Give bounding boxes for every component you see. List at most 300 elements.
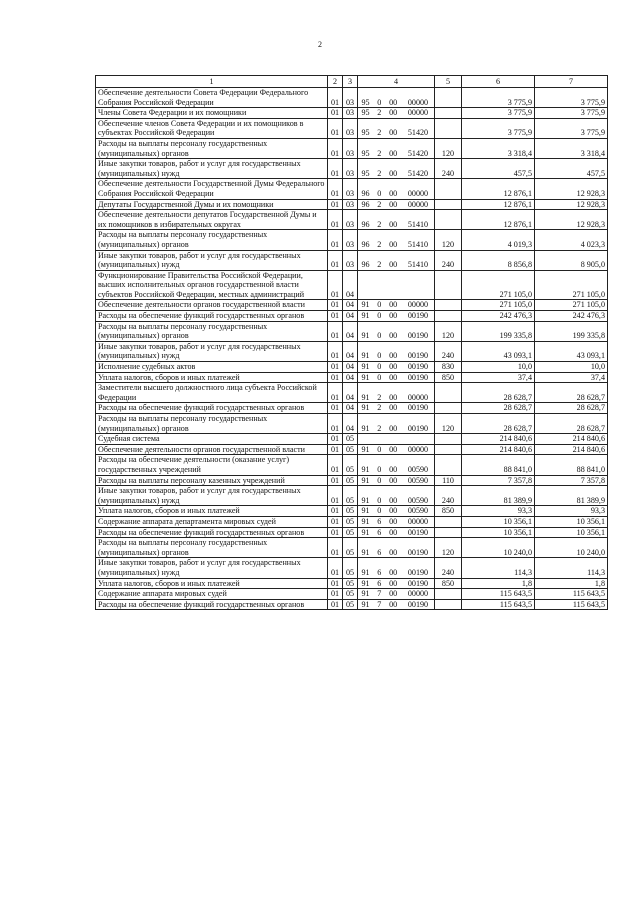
table-row (96, 88, 608, 108)
table-row (96, 362, 608, 373)
row-subsection-cell: 03 (343, 210, 358, 230)
target-article-part: 00000 (407, 108, 429, 118)
header-row (96, 76, 608, 88)
target-article-part: 00 (389, 188, 398, 198)
row-amount-year2-cell: 115 643,5 (535, 589, 608, 600)
target-article-part: 00000 (407, 188, 429, 198)
row-amount-year2-cell: 81 389,9 (535, 486, 608, 506)
target-article-part: 95 (361, 128, 370, 138)
row-name-cell: Расходы на выплаты персоналу государственных (муниципальных) органов (96, 538, 328, 558)
row-amount-year1-cell: 242 476,3 (462, 311, 535, 322)
target-article-part: 91 (361, 403, 370, 413)
row-expense-type-cell (435, 300, 462, 311)
row-expense-type-cell: 850 (435, 578, 462, 589)
target-article-part: 00000 (407, 199, 429, 209)
row-amount-year2-cell: 43 093,1 (535, 341, 608, 361)
row-subsection-cell: 03 (343, 138, 358, 158)
target-article-part: 0 (377, 331, 382, 341)
row-name-cell: Иные закупки товаров, работ и услуг для государственных (муниципальных) нужд (96, 558, 328, 578)
row-target-article-cell (358, 383, 435, 403)
row-amount-year2-cell: 10,0 (535, 362, 608, 373)
target-article-part: 6 (377, 516, 382, 526)
row-subsection-cell: 05 (343, 527, 358, 538)
target-article-part: 0 (377, 506, 382, 516)
target-article-part: 00190 (407, 547, 429, 557)
row-name-cell: Судебная система (96, 434, 328, 445)
row-amount-year2-cell: 12 928,3 (535, 210, 608, 230)
page-number: 2 (318, 40, 322, 49)
row-name-cell: Члены Совета Федерации и их помощники (96, 108, 328, 119)
row-amount-year1-cell: 28 628,7 (462, 414, 535, 434)
table-row (96, 486, 608, 506)
target-article-part: 00590 (407, 464, 429, 474)
row-section-cell: 01 (328, 516, 343, 527)
row-subsection-cell: 03 (343, 230, 358, 250)
row-subsection-cell: 03 (343, 159, 358, 179)
row-subsection-cell: 03 (343, 199, 358, 210)
row-target-article-cell (358, 403, 435, 414)
target-article-part: 0 (377, 475, 382, 485)
row-section-cell: 01 (328, 270, 343, 300)
target-article-part: 00 (389, 311, 398, 321)
row-amount-year1-cell: 10,0 (462, 362, 535, 373)
target-article-part: 2 (377, 168, 382, 178)
target-article-part: 91 (361, 578, 370, 588)
row-amount-year1-cell: 3 775,9 (462, 118, 535, 138)
row-target-article-cell (358, 270, 435, 300)
row-name-cell: Обеспечение деятельности органов государственной власти (96, 444, 328, 455)
row-section-cell: 01 (328, 341, 343, 361)
row-expense-type-cell (435, 210, 462, 230)
target-article-part: 00190 (407, 362, 429, 372)
table-row (96, 199, 608, 210)
row-name-cell: Расходы на обеспечение деятельности (оказание услуг) государственных учреждений (96, 455, 328, 475)
row-expense-type-cell: 120 (435, 414, 462, 434)
row-target-article-cell (358, 362, 435, 373)
table-row (96, 230, 608, 250)
row-name-cell: Расходы на обеспечение функций государственных органов (96, 403, 328, 414)
row-subsection-cell: 04 (343, 383, 358, 403)
target-article-part: 91 (361, 351, 370, 361)
row-subsection-cell: 04 (343, 403, 358, 414)
target-article-part: 7 (377, 589, 382, 599)
col-header-subsection: 3 (343, 76, 358, 88)
col-header-amount-year2: 7 (535, 76, 608, 88)
target-article-part: 0 (377, 351, 382, 361)
row-amount-year2-cell: 93,3 (535, 506, 608, 517)
table-row (96, 527, 608, 538)
row-subsection-cell: 03 (343, 179, 358, 199)
row-subsection-cell: 05 (343, 599, 358, 610)
target-article-part: 00 (389, 372, 398, 382)
target-article-part: 91 (361, 300, 370, 310)
row-amount-year1-cell: 1,8 (462, 578, 535, 589)
row-target-article-cell (358, 230, 435, 250)
row-subsection-cell: 03 (343, 88, 358, 108)
target-article-part: 00190 (407, 599, 429, 609)
row-name-cell: Уплата налогов, сборов и иных платежей (96, 506, 328, 517)
col-header-amount-year1: 6 (462, 76, 535, 88)
row-subsection-cell: 04 (343, 321, 358, 341)
table-row (96, 372, 608, 383)
row-name-cell: Содержание аппарата департамента мировых судей (96, 516, 328, 527)
row-amount-year1-cell: 3 775,9 (462, 88, 535, 108)
row-target-article-cell (358, 599, 435, 610)
row-amount-year1-cell: 88 841,0 (462, 455, 535, 475)
row-section-cell: 01 (328, 210, 343, 230)
target-article-part: 91 (361, 444, 370, 454)
table-row (96, 444, 608, 455)
row-target-article-cell (358, 311, 435, 322)
target-article-part: 00 (389, 331, 398, 341)
target-article-part: 91 (361, 527, 370, 537)
row-expense-type-cell (435, 589, 462, 600)
row-subsection-cell: 04 (343, 270, 358, 300)
row-subsection-cell: 05 (343, 475, 358, 486)
target-article-part: 6 (377, 527, 382, 537)
row-subsection-cell: 03 (343, 250, 358, 270)
row-expense-type-cell (435, 383, 462, 403)
row-expense-type-cell: 240 (435, 159, 462, 179)
row-subsection-cell: 05 (343, 486, 358, 506)
row-expense-type-cell (435, 527, 462, 538)
target-article-part: 00190 (407, 403, 429, 413)
row-expense-type-cell (435, 434, 462, 445)
target-article-part: 00 (389, 547, 398, 557)
target-article-part: 91 (361, 589, 370, 599)
row-target-article-cell (358, 589, 435, 600)
row-section-cell: 01 (328, 589, 343, 600)
target-article-part: 91 (361, 567, 370, 577)
target-article-part: 96 (361, 199, 370, 209)
row-amount-year1-cell: 271 105,0 (462, 270, 535, 300)
target-article-part: 0 (377, 495, 382, 505)
target-article-part: 91 (361, 423, 370, 433)
table-row (96, 516, 608, 527)
row-name-cell: Содержание аппарата мировых судей (96, 589, 328, 600)
row-section-cell: 01 (328, 414, 343, 434)
row-expense-type-cell: 850 (435, 372, 462, 383)
row-amount-year2-cell: 28 628,7 (535, 403, 608, 414)
target-article-part: 91 (361, 362, 370, 372)
row-amount-year1-cell: 43 093,1 (462, 341, 535, 361)
table-row (96, 321, 608, 341)
target-article-part: 51420 (407, 148, 429, 158)
row-amount-year2-cell: 10 356,1 (535, 527, 608, 538)
row-name-cell: Иные закупки товаров, работ и услуг для государственных (муниципальных) нужд (96, 159, 328, 179)
row-amount-year1-cell: 12 876,1 (462, 179, 535, 199)
row-amount-year2-cell: 214 840,6 (535, 444, 608, 455)
row-section-cell: 01 (328, 527, 343, 538)
row-subsection-cell: 03 (343, 108, 358, 119)
row-subsection-cell: 05 (343, 538, 358, 558)
table-row (96, 589, 608, 600)
target-article-part: 00000 (407, 589, 429, 599)
target-article-part: 00 (389, 599, 398, 609)
row-target-article-cell (358, 341, 435, 361)
row-target-article-cell (358, 199, 435, 210)
row-amount-year1-cell: 28 628,7 (462, 383, 535, 403)
target-article-part: 2 (377, 108, 382, 118)
target-article-part: 96 (361, 188, 370, 198)
row-amount-year1-cell: 8 856,8 (462, 250, 535, 270)
target-article-part: 2 (377, 260, 382, 270)
target-article-part: 6 (377, 578, 382, 588)
row-section-cell: 01 (328, 486, 343, 506)
row-amount-year2-cell: 1,8 (535, 578, 608, 589)
row-amount-year1-cell: 93,3 (462, 506, 535, 517)
row-amount-year1-cell: 115 643,5 (462, 589, 535, 600)
row-name-cell: Обеспечение членов Совета Федерации и их помощников в субъектах Российской Федерации (96, 118, 328, 138)
budget-table (95, 75, 608, 610)
table-row (96, 383, 608, 403)
target-article-part: 00 (389, 578, 398, 588)
table-body (96, 88, 608, 610)
target-article-part: 91 (361, 311, 370, 321)
row-amount-year1-cell: 199 335,8 (462, 321, 535, 341)
target-article-part: 00 (389, 403, 398, 413)
target-article-part: 00190 (407, 372, 429, 382)
row-amount-year2-cell: 3 775,9 (535, 118, 608, 138)
row-subsection-cell: 03 (343, 118, 358, 138)
row-target-article-cell (358, 486, 435, 506)
target-article-part: 91 (361, 372, 370, 382)
target-article-part: 00 (389, 128, 398, 138)
target-article-part: 0 (377, 464, 382, 474)
target-article-part: 00 (389, 300, 398, 310)
row-amount-year2-cell: 3 775,9 (535, 108, 608, 119)
target-article-part: 00000 (407, 392, 429, 402)
row-name-cell: Расходы на обеспечение функций государственных органов (96, 599, 328, 610)
row-target-article-cell (358, 455, 435, 475)
row-section-cell: 01 (328, 506, 343, 517)
row-amount-year2-cell: 271 105,0 (535, 270, 608, 300)
target-article-part: 00 (389, 444, 398, 454)
row-name-cell: Обеспечение деятельности депутатов Государственной Думы и их помощников в избирательных округах (96, 210, 328, 230)
target-article-part: 95 (361, 168, 370, 178)
row-amount-year2-cell: 3 318,4 (535, 138, 608, 158)
row-name-cell: Расходы на обеспечение функций государственных органов (96, 527, 328, 538)
target-article-part: 0 (377, 372, 382, 382)
target-article-part: 00 (389, 239, 398, 249)
row-subsection-cell: 04 (343, 372, 358, 383)
row-amount-year1-cell: 81 389,9 (462, 486, 535, 506)
row-expense-type-cell (435, 199, 462, 210)
target-article-part: 51410 (407, 219, 429, 229)
row-section-cell: 01 (328, 199, 343, 210)
table-row (96, 341, 608, 361)
target-article-part: 2 (377, 128, 382, 138)
target-article-part: 2 (377, 403, 382, 413)
row-amount-year2-cell: 37,4 (535, 372, 608, 383)
table-row (96, 558, 608, 578)
col-header-expense-type: 5 (435, 76, 462, 88)
row-amount-year2-cell: 3 775,9 (535, 88, 608, 108)
row-amount-year1-cell: 10 356,1 (462, 516, 535, 527)
target-article-part: 91 (361, 495, 370, 505)
target-article-part: 00190 (407, 331, 429, 341)
table-row (96, 159, 608, 179)
target-article-part: 95 (361, 148, 370, 158)
row-amount-year1-cell: 115 643,5 (462, 599, 535, 610)
row-expense-type-cell: 240 (435, 558, 462, 578)
row-subsection-cell: 04 (343, 341, 358, 361)
target-article-part: 2 (377, 219, 382, 229)
target-article-part: 2 (377, 148, 382, 158)
target-article-part: 00 (389, 475, 398, 485)
row-amount-year1-cell: 4 019,3 (462, 230, 535, 250)
row-section-cell: 01 (328, 88, 343, 108)
row-section-cell: 01 (328, 362, 343, 373)
row-amount-year1-cell: 7 357,8 (462, 475, 535, 486)
table-row (96, 538, 608, 558)
row-name-cell: Расходы на выплаты персоналу казенных учреждений (96, 475, 328, 486)
row-expense-type-cell: 120 (435, 138, 462, 158)
row-name-cell: Обеспечение деятельности Государственной Думы Федерального Собрания Российской Федерации (96, 179, 328, 199)
row-expense-type-cell: 120 (435, 230, 462, 250)
target-article-part: 91 (361, 506, 370, 516)
table-row (96, 506, 608, 517)
row-expense-type-cell: 110 (435, 475, 462, 486)
row-target-article-cell (358, 210, 435, 230)
row-name-cell: Расходы на обеспечение функций государственных органов (96, 311, 328, 322)
row-section-cell: 01 (328, 108, 343, 119)
row-expense-type-cell (435, 118, 462, 138)
table-row (96, 179, 608, 199)
row-section-cell: 01 (328, 372, 343, 383)
row-expense-type-cell (435, 270, 462, 300)
row-amount-year2-cell: 214 840,6 (535, 434, 608, 445)
row-section-cell: 01 (328, 558, 343, 578)
target-article-part: 0 (377, 300, 382, 310)
row-name-cell: Исполнение судебных актов (96, 362, 328, 373)
row-target-article-cell (358, 578, 435, 589)
target-article-part: 0 (377, 188, 382, 198)
row-expense-type-cell: 850 (435, 506, 462, 517)
row-expense-type-cell: 120 (435, 321, 462, 341)
target-article-part: 7 (377, 599, 382, 609)
target-article-part: 00 (389, 199, 398, 209)
row-section-cell: 01 (328, 138, 343, 158)
row-amount-year1-cell: 214 840,6 (462, 434, 535, 445)
target-article-part: 95 (361, 108, 370, 118)
row-target-article-cell (358, 118, 435, 138)
row-amount-year1-cell: 114,3 (462, 558, 535, 578)
row-target-article-cell (358, 527, 435, 538)
table-row (96, 599, 608, 610)
target-article-part: 91 (361, 475, 370, 485)
row-amount-year1-cell: 12 876,1 (462, 210, 535, 230)
row-section-cell: 01 (328, 403, 343, 414)
row-expense-type-cell: 240 (435, 341, 462, 361)
col-header-target-article: 4 (358, 76, 435, 88)
target-article-part: 00 (389, 527, 398, 537)
row-amount-year1-cell: 271 105,0 (462, 300, 535, 311)
row-amount-year2-cell: 28 628,7 (535, 383, 608, 403)
target-article-part: 51420 (407, 168, 429, 178)
row-expense-type-cell (435, 108, 462, 119)
target-article-part: 91 (361, 516, 370, 526)
row-expense-type-cell (435, 599, 462, 610)
table-row (96, 403, 608, 414)
row-section-cell: 01 (328, 321, 343, 341)
row-subsection-cell: 05 (343, 578, 358, 589)
target-article-part: 00 (389, 516, 398, 526)
target-article-part: 6 (377, 547, 382, 557)
target-article-part: 00190 (407, 578, 429, 588)
row-target-article-cell (358, 538, 435, 558)
target-article-part: 91 (361, 331, 370, 341)
target-article-part: 91 (361, 547, 370, 557)
row-target-article-cell (358, 444, 435, 455)
row-amount-year2-cell: 457,5 (535, 159, 608, 179)
table-row (96, 118, 608, 138)
target-article-part: 00 (389, 567, 398, 577)
target-article-part: 0 (377, 311, 382, 321)
row-target-article-cell (358, 300, 435, 311)
row-section-cell: 01 (328, 444, 343, 455)
target-article-part: 0 (377, 444, 382, 454)
row-expense-type-cell (435, 516, 462, 527)
target-article-part: 00190 (407, 423, 429, 433)
row-amount-year2-cell: 7 357,8 (535, 475, 608, 486)
row-subsection-cell: 04 (343, 311, 358, 322)
target-article-part: 00 (389, 362, 398, 372)
row-subsection-cell: 05 (343, 516, 358, 527)
row-name-cell: Уплата налогов, сборов и иных платежей (96, 578, 328, 589)
row-subsection-cell: 05 (343, 506, 358, 517)
row-name-cell: Расходы на выплаты персоналу государственных (муниципальных) органов (96, 230, 328, 250)
row-name-cell: Депутаты Государственной Думы и их помощники (96, 199, 328, 210)
target-article-part: 00000 (407, 444, 429, 454)
row-section-cell: 01 (328, 300, 343, 311)
row-target-article-cell (358, 434, 435, 445)
target-article-part: 00 (389, 423, 398, 433)
row-target-article-cell (358, 414, 435, 434)
row-target-article-cell (358, 159, 435, 179)
row-amount-year1-cell: 3 775,9 (462, 108, 535, 119)
row-expense-type-cell (435, 455, 462, 475)
target-article-part: 00 (389, 108, 398, 118)
row-section-cell: 01 (328, 159, 343, 179)
row-section-cell: 01 (328, 475, 343, 486)
row-subsection-cell: 04 (343, 362, 358, 373)
row-amount-year2-cell: 199 335,8 (535, 321, 608, 341)
row-subsection-cell: 05 (343, 434, 358, 445)
row-amount-year1-cell: 12 876,1 (462, 199, 535, 210)
row-subsection-cell: 05 (343, 558, 358, 578)
target-article-part: 00 (389, 495, 398, 505)
row-name-cell: Функционирование Правительства Российской Федерации, высших исполнительных органов государственной власти субъектов Российской Федерации, местных администраций (96, 270, 328, 300)
target-article-part: 51420 (407, 128, 429, 138)
col-header-name: 1 (96, 76, 328, 88)
target-article-part: 00590 (407, 495, 429, 505)
table-row (96, 270, 608, 300)
target-article-part: 0 (377, 362, 382, 372)
row-amount-year1-cell: 3 318,4 (462, 138, 535, 158)
row-section-cell: 01 (328, 455, 343, 475)
row-subsection-cell: 04 (343, 300, 358, 311)
row-amount-year1-cell: 37,4 (462, 372, 535, 383)
row-expense-type-cell: 120 (435, 538, 462, 558)
table-row (96, 414, 608, 434)
target-article-part: 91 (361, 599, 370, 609)
row-amount-year1-cell: 457,5 (462, 159, 535, 179)
target-article-part: 00190 (407, 351, 429, 361)
row-section-cell: 01 (328, 118, 343, 138)
target-article-part: 51410 (407, 260, 429, 270)
row-expense-type-cell (435, 444, 462, 455)
